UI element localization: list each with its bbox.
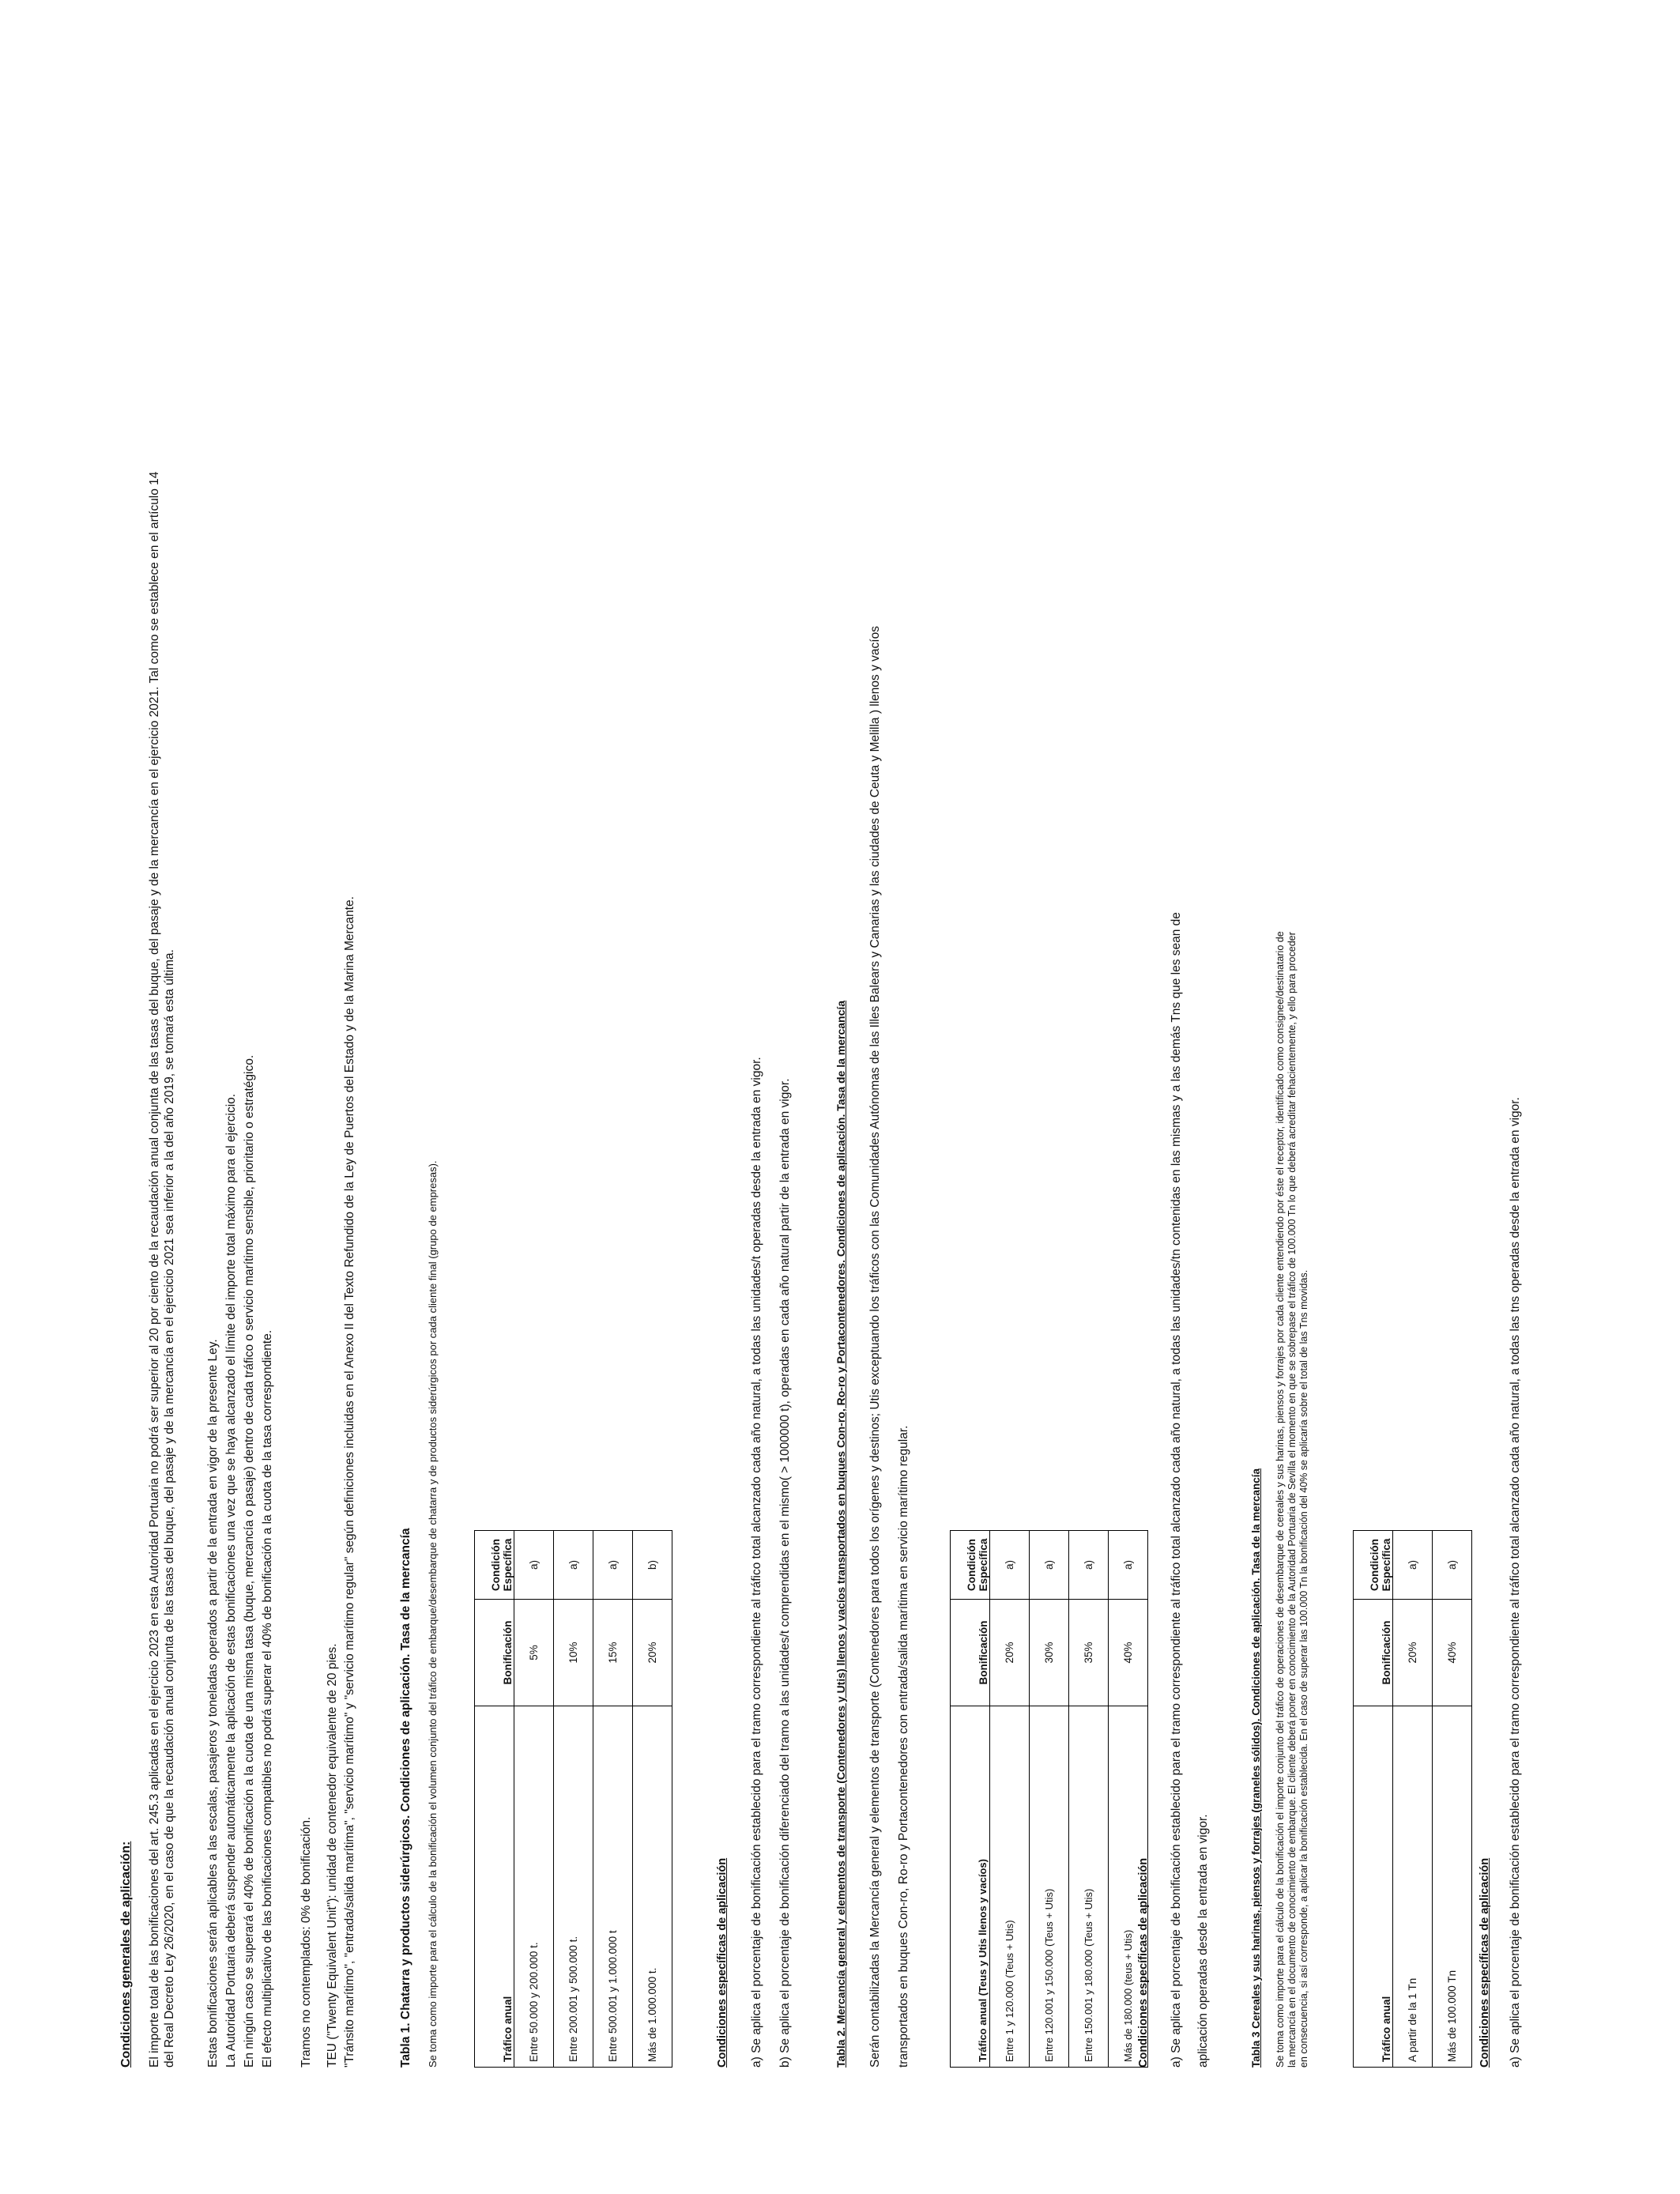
table-row — [1030, 1531, 1069, 2068]
general-rule: El efecto multiplicativo de las bonificaciones compatibles no podrá superar el 40% de bonificación a la cuota de la tasa correspondiente. — [261, 1329, 274, 2068]
column-header: Condición Específica — [951, 1531, 990, 1600]
table3-intro-line2: la mercancía en el documento de conocimiento de embarque. El cliente deberá poner en conocimiento de la Autoridad Portuaria de Sevilla el momento en que se sobrepase el tráfico de 100.000 Tn lo que deberá acreditar fehacientemente, y ello para proceder — [1286, 932, 1298, 2068]
general-p1-line2: del Real Decreto Ley 26/2020, en el caso de que la recaudación anual conjunta de las tasas del buque, del pasaje y de la mercancía en el ejercicio 2021 sea inferior a la del año 2019, se tomará esta última. — [163, 949, 176, 2068]
general-teu: TEU ("Twenty Equivalent Unit"): unidad de contenedor equivalente de 20 pies. — [326, 1643, 339, 2068]
table-row — [1069, 1531, 1109, 2068]
table2-title: Tabla 2. Mercancía general y elementos de transporte (Contenedores y Utis) llenos y vacíos transportados en buques Con-ro, Ro-ro y Portacontenedores. Condiciones de aplicación. Tasa de la mercancía — [834, 1000, 847, 2068]
table-row — [990, 1531, 1030, 2068]
table-cell: 5% — [514, 1600, 554, 1706]
table-row — [1433, 1531, 1472, 2068]
table-cell: A partir de la 1 Tn — [1393, 1706, 1433, 2068]
general-p1-line1: El importe total de las bonificaciones del art. 245.3 aplicadas en el ejercicio 2023 en esta Autoridad Portuaria no podrá ser superior al 20 por ciento de la recaudación anual conjunta de las tasas del buque, del pasaje y de la mercancía en el ejercicio 2021. Tal como se establece en el artículo 14 — [148, 471, 161, 2068]
table-cell: a) — [990, 1531, 1030, 1600]
table3-cond-a: a) Se aplica el porcentaje de bonificación establecido para el tramo correspondiente al tráfico total alcanzado cada año natural, a todas las tns operadas desde la entrada en vigor. — [1509, 1097, 1522, 2068]
table2-cond-a-line1: a) Se aplica el porcentaje de bonificación establecido para el tramo correspondiente al tráfico total alcanzado cada año natural, a todas las unidades/tn contenidas en las mismas y a las demás Tns que les sean de — [1170, 912, 1183, 2068]
table2-intro-line1: Serán contabilizadas la Mercancía general y elementos de transporte (Contenedores para todos los orígenes y destinos; Utis exceptuando los tráficos con las Comunidades Autónomas de las Illes Balears y Canarias y las ciudades de Ceuta y Melilla ) llenos y vacíos — [868, 626, 882, 2068]
table-cell: a) — [1030, 1531, 1069, 1600]
column-header: Bonificación — [951, 1600, 990, 1706]
general-rules — [204, 115, 277, 2068]
table3-cond-heading: Condiciones específicas de aplicación — [1478, 1857, 1491, 2068]
column-header: Bonificación — [1354, 1600, 1393, 1706]
general-conditions — [119, 115, 134, 2068]
column-header: Condición Específica — [1354, 1531, 1393, 1600]
table3-intro-line1: Se toma como importe para el cálculo de la bonificación el importe conjunto del tráfico de operaciones de desembarque de cereales y sus harinas, piensos y forrajes por cada cliente entendiendo por éste el receptor, identificado como consignee/destinatario de — [1275, 931, 1286, 2068]
table1-cond-list — [743, 115, 800, 2068]
column-header: Condición Específica — [475, 1531, 514, 1600]
general-rule: En ningún caso se superará el 40% de bonificación a la cuota de una misma tasa (buque, mercancía o pasaje) dentro de cada tráfico o servicio marítimo sensible, prioritario o estratégico. — [243, 1054, 256, 2068]
table-cell: Entre 50.000 y 200.000 t. — [514, 1706, 554, 2068]
table-cell: 35% — [1069, 1600, 1109, 1706]
table3-conditions — [1478, 115, 1493, 2068]
table-cell: b) — [633, 1531, 672, 1600]
general-heading: Condiciones generales de aplicación: — [119, 1841, 133, 2068]
column-header: Tráfico anual — [1354, 1706, 1393, 2068]
table-cell: 20% — [990, 1600, 1030, 1706]
table-cell: a) — [1393, 1531, 1433, 1600]
table2-conditions — [1136, 115, 1151, 2068]
table1-cond-heading: Condiciones específicas de aplicación — [716, 1857, 729, 2068]
table-row — [633, 1531, 672, 2068]
table2-cond-list — [1163, 115, 1217, 2068]
table3-title-block — [1249, 115, 1264, 2068]
table-cell: 15% — [593, 1600, 633, 1706]
table-row — [593, 1531, 633, 2068]
table-cell: Más de 180.000 (teus + Utis) — [1109, 1706, 1148, 2068]
table2-title-block — [834, 115, 849, 2068]
table2-intro-block — [861, 115, 918, 2068]
table-header-row — [1354, 1531, 1393, 2068]
table-header-row — [951, 1531, 990, 2068]
table-cell: a) — [1069, 1531, 1109, 1600]
table3 — [1353, 1530, 1472, 2068]
table3-intro-line3: en consecuencia, si así corresponde, a aplicar la bonificación establecida. En el caso de superar las 100.000 Tn la bonificación del 40% se aplicaría sobre el total de las Tns movidas. — [1298, 1269, 1309, 2068]
table-cell: a) — [1109, 1531, 1148, 1600]
table3-title: Tabla 3 Cereales y sus harinas, piensos y forrajes (graneles sólidos). Condiciones de aplicación. Tasa de la mercancía — [1250, 1468, 1262, 2068]
table-cell: Entre 200.001 y 500.000 t. — [554, 1706, 593, 2068]
table-cell: Entre 1 y 120.000 (Teus + Utis) — [990, 1706, 1030, 2068]
table-cell: a) — [554, 1531, 593, 1600]
table-cell: Entre 120.001 y 150.000 (Teus + Utis) — [1030, 1706, 1069, 2068]
column-header: Tráfico anual — [475, 1706, 514, 2068]
table1-conditions — [715, 115, 730, 2068]
table-cell: Entre 500.001 y 1.000.000 t — [593, 1706, 633, 2068]
general-tramos: Tramos no contemplados: 0% de bonificación. — [299, 1816, 313, 2068]
table-row — [554, 1531, 593, 2068]
table-cell: 10% — [554, 1600, 593, 1706]
table-cell: Más de 100.000 Tn — [1433, 1706, 1472, 2068]
table-cell: Entre 150.001 y 180.000 (Teus + Utis) — [1069, 1706, 1109, 2068]
table2 — [950, 1530, 1148, 2068]
table-row — [1393, 1531, 1433, 2068]
table1 — [474, 1530, 672, 2068]
table-cell: a) — [514, 1531, 554, 1600]
table1-intro-block — [427, 115, 439, 2068]
table-cell: 40% — [1109, 1600, 1148, 1706]
general-tramos-block — [299, 115, 314, 2068]
column-header: Tráfico anual (Teus y Utis llenos y vacíos) — [951, 1706, 990, 2068]
table-cell: 20% — [633, 1600, 672, 1706]
table1-intro: Se toma como importe para el cálculo de la bonificación el volumen conjunto del tráfico de embarque/desembarque de chatarra y de productos siderúrgicos por cada cliente final (grupo de empresas). — [427, 1160, 439, 2068]
table2-intro-line2: transportados en buques Con-ro, Ro-ro y Portacontenedores con entrada/salida marítima en servicio marítimo regular. — [897, 1425, 910, 2068]
table-cell: 20% — [1393, 1600, 1433, 1706]
table2-cond-heading: Condiciones específicas de aplicación — [1137, 1857, 1150, 2068]
table1-title-block — [398, 115, 413, 2068]
table2-cond-a-line2: aplicación operadas desde la entrada en vigor. — [1196, 1814, 1210, 2068]
table-cell: a) — [1433, 1531, 1472, 1600]
table-cell: 40% — [1433, 1600, 1472, 1706]
table3-intro-block — [1275, 115, 1310, 2068]
general-transito: "Tránsito marítimo", "entrada/salida marítima", "servicio marítimo" y "servicio marítimo regular" según definiciones incluidas en el Anexo II del Texto Refundido de la Ley de Puertos del Estado y de la Marina Mercante. — [343, 896, 356, 2068]
column-header: Bonificación — [475, 1600, 514, 1706]
table-header-row — [475, 1531, 514, 2068]
table1-cond-a: a) Se aplica el porcentaje de bonificación establecido para el tramo correspondiente al tráfico total alcanzado cada año natural, a todas las unidades/t operadas desde la entrada en vigor. — [750, 1057, 763, 2068]
table3-cond-list — [1508, 115, 1523, 2068]
general-paragraph — [147, 115, 177, 2068]
table1-cond-b: b) Se aplica el porcentaje de bonificación diferenciado del tramo a las unidades/t comprendidas en el mismo( > 1000000 t), operadas en cada año natural partir de la entrada en vigor. — [778, 1078, 792, 2068]
table1-title: Tabla 1. Chatarra y productos siderúrgicos. Condiciones de aplicación. Tasa de la mercancía — [399, 1528, 412, 2068]
table-cell: Más de 1.000.000 t. — [633, 1706, 672, 2068]
table-cell: 30% — [1030, 1600, 1069, 1706]
table-cell: a) — [593, 1531, 633, 1600]
general-definitions — [324, 115, 359, 2068]
general-rule: La Autoridad Portuaria deberá suspender automáticamente la aplicación de estas bonificaciones una vez que se haya alcanzado el límite del importe total máximo para el ejercicio. — [224, 1093, 238, 2068]
table-row — [514, 1531, 554, 2068]
general-rule: Estas bonificaciones serán aplicables a las escalas, pasajeros y toneladas operados a partir de la entrada en vigor de la presente Ley. — [206, 1339, 220, 2068]
